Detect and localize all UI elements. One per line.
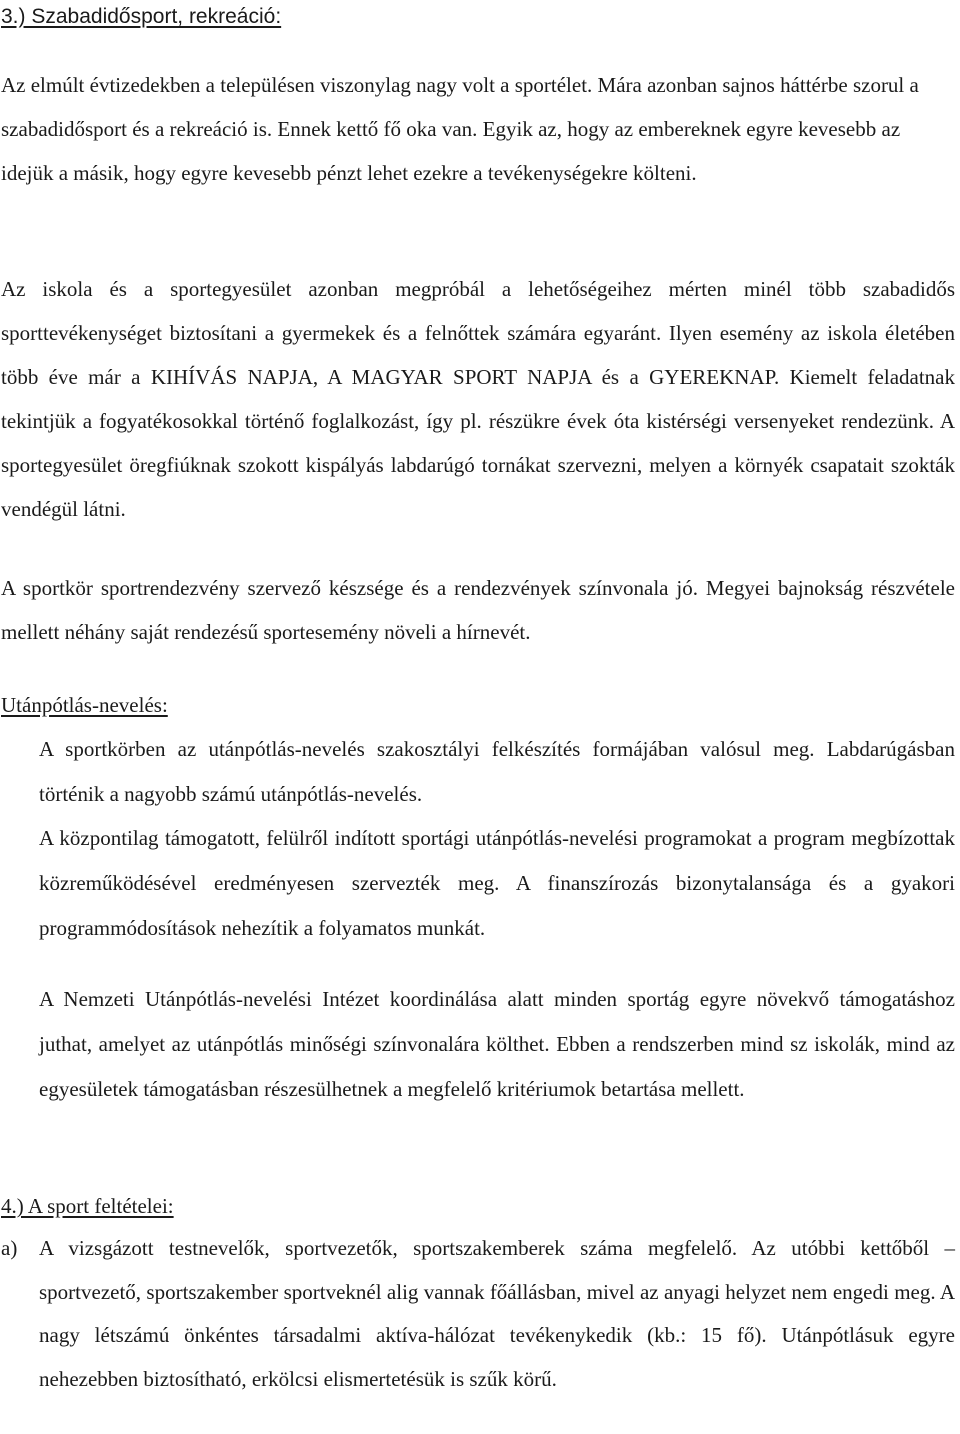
list-item-text: A vizsgázott testnevelők, sportvezetők, sportszakemberek száma megfelelő. Az utóbbi kettőből – sportvezető, sportszakember sportveknél alig vannak főállásban, mivel az anyagi helyzet nem engedi meg. A nagy létszámú önkéntes társadalmi aktíva-hálózat tevékenykedik (kb.: 15 fő). Utánpótlásuk egyre nehezebben biztosítható, erkölcsi elismertetésük is szűk körű. [39, 1236, 955, 1392]
section-3-paragraph-1: Az elmúlt évtizedekben a településen viszonylag nagy volt a sportélet. Mára azonban sajnos háttérbe szorul a szabadidősport és a rekreáció is. Ennek kettő fő oka van. Egyik az, hogy az embereknek egyre kevesebb az idejük a másik, hogy egyre kevesebb pénzt lehet ezekre a tevékenységekre költeni. [1, 73, 919, 185]
section-3-paragraph-3: A sportkör sportrendezvény szervező készsége és a rendezvények színvonala jó. Megyei bajnokság részvétele mellett néhány saját rendezésű sportesemény növeli a hírnevét. [1, 576, 955, 644]
section-3-heading: 3.) Szabadidősport, rekreáció: [1, 5, 282, 28]
utanpotlas-heading: Utánpótlás-nevelés: [1, 693, 168, 717]
list-item-marker: a) [1, 1236, 18, 1260]
utanpotlas-paragraph-1: A sportkörben az utánpótlás-nevelés szakosztályi felkészítés formájában valósul meg. Labdarúgásban történik a nagyobb számú utánpótlás-nevelés. [39, 737, 955, 806]
utanpotlas-paragraph-3: A Nemzeti Utánpótlás-nevelési Intézet koordinálása alatt minden sportág egyre növekvő támogatáshoz juthat, amelyet az utánpótlás minőségi színvonalára költhet. Ebben a rendszerben mind sz iskolák, mind az egyesületek támogatásban részesülhetnek a megfelelő kritériumok betartása mellett. [39, 987, 955, 1101]
list-item [1, 1227, 955, 1402]
section-4-heading: 4.) A sport feltételei: [1, 1194, 174, 1218]
section-3-paragraph-2: Az iskola és a sportegyesület azonban megpróbál a lehetőségeihez mérten minél több szabadidős sporttevékenységet biztosítani a gyermekek és a felnőttek számára egyaránt. Ilyen esemény az iskola életében több éve már a KIHÍVÁS NAPJA, A MAGYAR SPORT NAPJA és a GYEREKNAP. Kiemelt feladatnak tekintjük a fogyatékosokkal történő foglalkozást, így pl. részükre évek óta kistérségi versenyeket rendezünk. A sportegyesület öregfiúknak szokott kispályás labdarúgó tornákat szervezni, melyen a környék csapatait szokták vendégül látni. [1, 277, 955, 521]
utanpotlas-paragraph-2: A központilag támogatott, felülről indított sportági utánpótlás-nevelési programokat a program megbízottak közreműködésével eredményesen szervezték meg. A finanszírozás bizonytalansága és a gyakori programmódosítások nehezítik a folyamatos munkát. [39, 826, 955, 940]
